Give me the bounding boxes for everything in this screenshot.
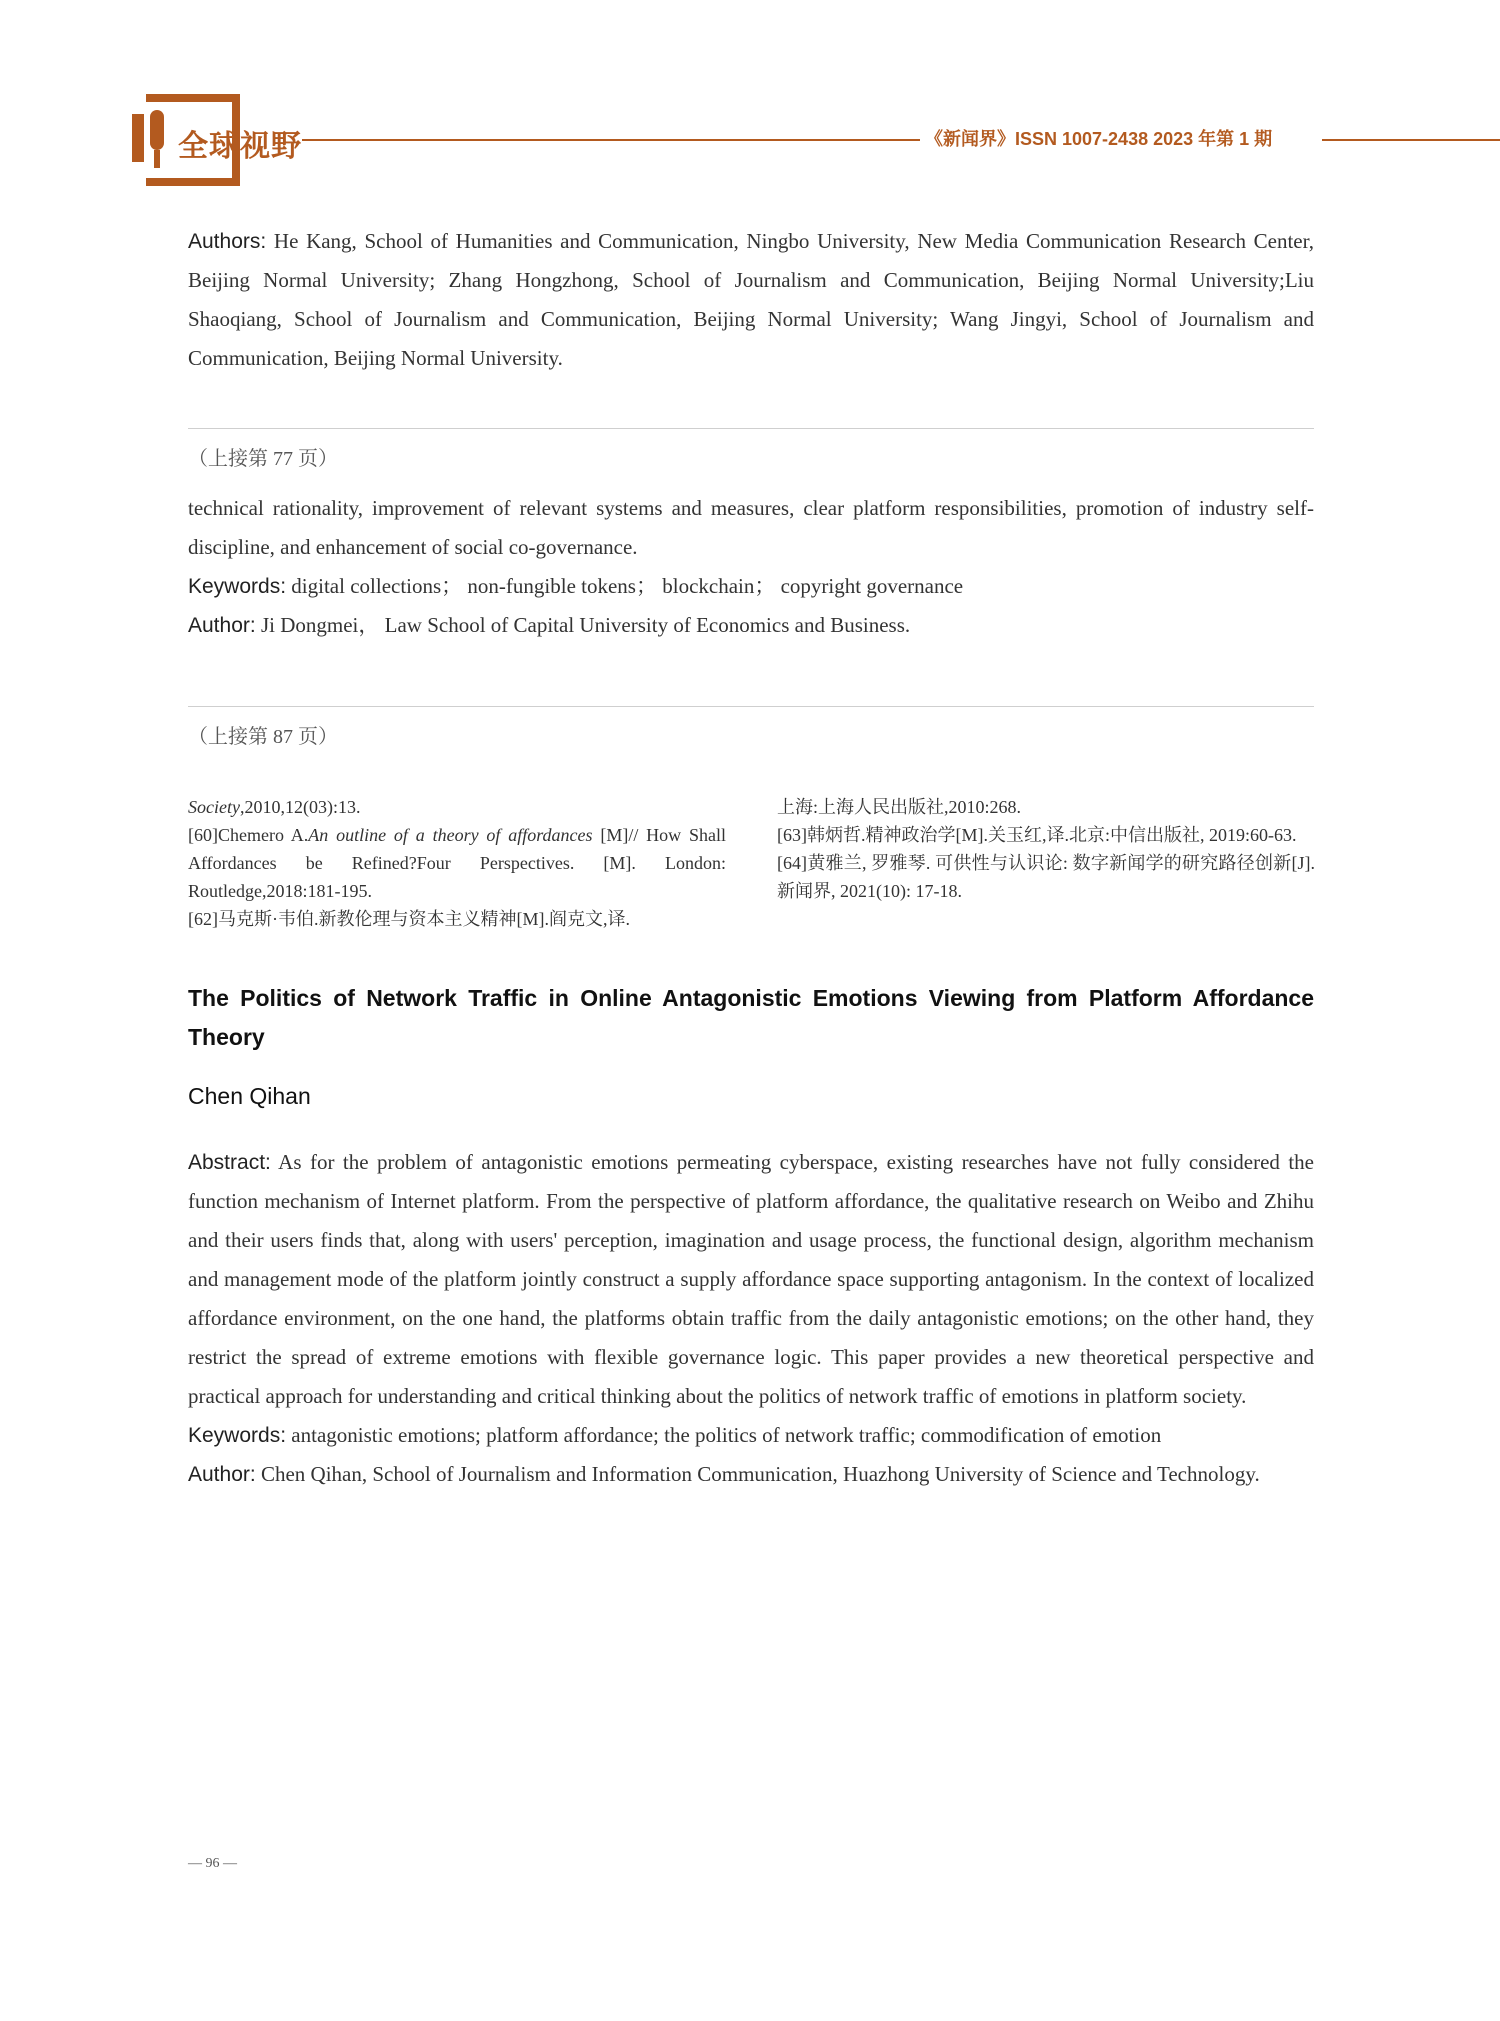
keywords-text: digital collections； non-fungible tokens； blockchain； copyright governance [291,574,964,598]
abstract-paragraph [188,1143,1314,1416]
author-affiliation: Chen Qihan, School of Journalism and Information Communication, Huazhong University of Science and Technology. [260,1462,1260,1486]
reference-item: [64]黄雅兰, 罗雅琴. 可供性与认识论: 数字新闻学的研究路径创新[J]. 新闻界, 2021(10): 17-18. [777,853,1315,901]
article-author: Chen Qihan [188,1083,311,1109]
header-rule-left [302,139,920,141]
divider [188,706,1314,707]
reference-item: [63]韩炳哲.精神政治学[M].关玉红,译.北京:中信出版社, 2019:60-63. [777,825,1297,845]
journal-info: 《新闻界》ISSN 1007-2438 2023 年第 1 期 [925,129,1273,149]
keywords-line [188,1416,1314,1455]
continued-text [188,489,1314,645]
references-right-column [777,793,1315,905]
section-title: 全球视野 [178,130,302,163]
continued-note: （上接第 77 页） [188,448,338,470]
keywords-label: Keywords: [188,575,287,598]
authors-label: Authors: [188,230,267,253]
keywords-label: Keywords: [188,1424,287,1447]
authors-paragraph [188,222,1314,378]
article-title: The Politics of Network Traffic in Online Antagonistic Emotions Viewing from Platform Affordance Theory [188,985,1314,1050]
reference-item: 上海:上海人民出版社,2010:268. [777,797,1022,817]
continued-note: （上接第 87 页） [188,726,338,748]
author-line [188,1455,1314,1494]
keywords-line [188,567,1314,606]
author-text: Ji Dongmei， Law School of Capital University of Economics and Business. [260,613,911,637]
author-label: Author: [188,1463,256,1486]
reference-item: [60]Chemero A.An outline of a theory of affordances [M]// How Shall Affordances be Refined?Four Perspectives. [M]. London: Routledge,2018:181-195. [188,825,726,901]
author-label: Author: [188,614,256,637]
page-number: — 96 — [188,1856,237,1871]
keywords-text: antagonistic emotions; platform affordance; the politics of network traffic; commodification of emotion [291,1423,1162,1447]
author-line [188,606,1314,645]
abstract-text: As for the problem of antagonistic emotions permeating cyberspace, existing researches have not fully considered the function mechanism of Internet platform. From the perspective of platform affordance, the qualitative research on Weibo and Zhihu and their users finds that, along with users' perception, imagination and usage process, the functional design, algorithm mechanism and management mode of the platform jointly construct a supply affordance space supporting antagonism. In the context of localized affordance environment, on the one hand, the platforms obtain traffic from the daily antagonistic emotions; on the other hand, they restrict the spread of extreme emotions with flexible governance logic. This paper provides a new theoretical perspective and practical approach for understanding and critical thinking about the politics of network traffic of emotions in platform society. [188,1150,1315,1408]
reference-item: Society,2010,12(03):13. [188,797,361,817]
abstract-label: Abstract: [188,1151,271,1174]
references-left-column [188,793,726,933]
header-rule-right [1322,139,1500,141]
divider [188,428,1314,429]
authors-text: He Kang, School of Humanities and Communication, Ningbo University, New Media Communication Research Center, Beijing Normal University; Zhang Hongzhong, School of Journalism and Communication, Beijing Normal University;Liu Shaoqiang, School of Journalism and Communication, Beijing Normal University; Wang Jingyi, School of Journalism and Communication, Beijing Normal University. [188,229,1315,370]
reference-item: [62]马克斯·韦伯.新教伦理与资本主义精神[M].阎克文,译. [188,909,630,929]
body-text: technical rationality, improvement of relevant systems and measures, clear platform responsibilities, promotion of industry self-discipline, and enhancement of social co-governance. [188,496,1314,559]
abstract-section [188,1143,1314,1494]
